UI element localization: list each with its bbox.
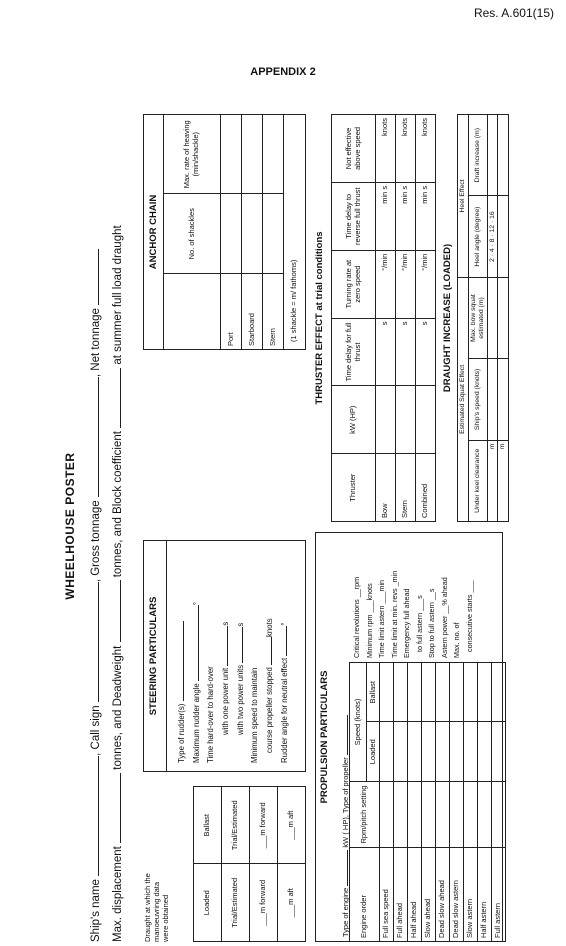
speed-cell[interactable] xyxy=(396,115,416,183)
ballast-cell[interactable] xyxy=(450,663,464,723)
min-speed-label: Minimum speed to maintain xyxy=(250,667,259,763)
s-unit: s xyxy=(420,321,430,326)
s-unit: s xyxy=(380,321,390,326)
ballast-cell[interactable] xyxy=(380,663,394,723)
knots-unit: knots xyxy=(420,118,430,136)
ukc-cell[interactable] xyxy=(498,440,509,521)
thruster-row-bow: Bow xyxy=(376,454,396,522)
draught-increase-title: DRAUGHT INCREASE (LOADED) xyxy=(442,243,453,393)
engine-type-field[interactable] xyxy=(338,850,348,886)
reverse-cell[interactable] xyxy=(396,182,416,250)
turning-col-header: Turning rate at zero speed xyxy=(332,250,376,318)
resolution-ref: Res. A.601(15) xyxy=(473,6,554,20)
heel-angle-header: Heel angle (degree) xyxy=(469,196,488,277)
draft-increase-cell[interactable] xyxy=(487,115,498,196)
max-starts-label-2: consecutive starts xyxy=(464,594,474,652)
ships-name-field[interactable] xyxy=(89,756,99,876)
min-unit: min xyxy=(380,191,390,204)
deg-min-unit: °/min xyxy=(400,253,410,271)
propeller-type-field[interactable] xyxy=(338,715,348,755)
particulars-line-1: Ship's name , Call sign , Gross tonnage , Net tonnage xyxy=(89,249,102,942)
stern-shackles-cell[interactable] xyxy=(263,194,284,274)
rpm-cell[interactable] xyxy=(380,782,394,848)
draught-loaded-aft[interactable]: ___m aft xyxy=(278,864,306,942)
one-unit-label: with one power unit xyxy=(221,667,230,735)
s-unit: s xyxy=(400,185,410,190)
heel-angle-2: 2 xyxy=(488,258,496,262)
anchor-row-starboard: Starboard xyxy=(242,274,263,350)
not-effective-col-header: Not effective above speed xyxy=(332,115,376,183)
stop-full-astern-label: Stop to full astern xyxy=(427,602,436,658)
steering-particulars-box xyxy=(143,540,306,772)
draught-ballast-aft[interactable]: ___m aft xyxy=(278,787,306,865)
anchor-corner xyxy=(164,274,221,350)
anchor-row-port: Port xyxy=(221,274,242,350)
deg-unit: ° xyxy=(192,601,201,606)
rpm-cell[interactable] xyxy=(492,782,506,848)
ukc-header: Under keel clearance xyxy=(469,440,488,521)
ballast-cell[interactable] xyxy=(394,663,408,723)
propulsion-title: PROPULSION PARTICULARS xyxy=(319,670,330,804)
order-slow-ahead: Slow ahead xyxy=(422,848,436,942)
summer-draught-label: at summer full load draught xyxy=(112,225,124,365)
min-speed-label-2: course propeller stopped xyxy=(265,667,274,753)
speed-cell[interactable] xyxy=(416,115,436,183)
heel-cell[interactable] xyxy=(498,196,509,277)
loaded-cell[interactable] xyxy=(436,722,450,782)
squat-cell[interactable] xyxy=(487,277,498,358)
thruster-col-header: Thruster xyxy=(332,454,376,522)
pct-ahead-unit: % ahead xyxy=(439,577,449,606)
rpm-unit: rpm xyxy=(352,576,361,590)
min-unit: min xyxy=(389,570,399,583)
knots-unit: knots xyxy=(265,618,274,637)
reverse-cell[interactable] xyxy=(416,182,436,250)
min-unit: min xyxy=(400,191,410,204)
max-starts-label: Max. no. of xyxy=(452,622,461,658)
hard-over-label: Time hard-over to hard-over xyxy=(206,666,215,763)
order-full-astern: Full astern xyxy=(492,848,506,942)
loaded-cell[interactable] xyxy=(492,722,506,782)
draught-loaded-method: Trial/Estimated xyxy=(222,864,250,942)
heel-angle-16: 16 xyxy=(488,211,496,219)
rpm-cell[interactable] xyxy=(478,782,492,848)
bow-squat-header: Max. bow squat estimated (m) xyxy=(469,277,488,358)
loaded-cell[interactable] xyxy=(464,722,478,782)
propeller-type-label: Type of propeller xyxy=(341,757,350,814)
deg-unit: ° xyxy=(280,622,289,626)
thruster-row-stern: Stern xyxy=(396,454,416,522)
s-unit: s xyxy=(427,588,436,593)
speed-cell[interactable] xyxy=(487,359,498,440)
rpm-cell[interactable] xyxy=(394,782,408,848)
min-speed-field[interactable] xyxy=(262,637,272,665)
delay-cell[interactable] xyxy=(416,318,436,386)
reverse-cell[interactable] xyxy=(376,182,396,250)
draft-increase-cell[interactable] xyxy=(498,115,509,196)
kw-cell[interactable] xyxy=(416,386,436,454)
ukc-cell[interactable] xyxy=(487,440,498,521)
anchor-chain-table xyxy=(163,114,284,350)
port-shackles-cell[interactable] xyxy=(221,194,242,274)
ballast-cell[interactable] xyxy=(436,663,450,723)
order-half-astern: Half astern xyxy=(478,848,492,942)
min-unit: min xyxy=(420,191,430,204)
rpm-pitch-header: Rpm/pitch setting xyxy=(350,782,380,848)
max-rudder-angle-label: Maximum rudder angle xyxy=(192,683,201,763)
steering-title: STEERING PARTICULARS xyxy=(148,596,159,716)
thruster-title-area xyxy=(313,114,329,522)
time-limit-min-revs-label: Time limit at min. revs xyxy=(389,588,399,658)
turning-cell[interactable] xyxy=(376,250,396,318)
max-displacement-field[interactable] xyxy=(111,773,121,843)
anchor-title: ANCHOR CHAIN xyxy=(148,194,159,270)
order-dead-slow-ahead: Dead slow ahead xyxy=(436,848,450,942)
appendix-title: APPENDIX 2 xyxy=(250,66,316,78)
rpm-cell[interactable] xyxy=(408,782,422,848)
draught-loaded-forward[interactable]: ___m forward xyxy=(250,864,278,942)
deadweight-label: tonnes, and Deadweight xyxy=(112,645,124,770)
min-rpm-label: Minimum rpm xyxy=(364,614,374,658)
draught-ballast-forward[interactable]: ___m forward xyxy=(250,787,278,865)
speed-cell[interactable] xyxy=(498,359,509,440)
delay-cell[interactable] xyxy=(396,318,416,386)
thruster-table xyxy=(331,114,436,522)
heel-angle-12: 12 xyxy=(488,224,496,233)
block-coefficient-label: tonnes, and Block coefficient xyxy=(112,431,124,578)
ships-name-label: Ship's name xyxy=(90,879,102,942)
engine-order-header: Engine order xyxy=(350,848,380,942)
delay-cell[interactable] xyxy=(376,318,396,386)
ballast-header: Ballast xyxy=(367,663,380,723)
rpm-cell[interactable] xyxy=(464,782,478,848)
knots-unit: knots xyxy=(400,118,410,136)
fwd-label: m forward xyxy=(258,879,268,914)
wheelhouse-poster-form xyxy=(63,106,507,946)
ship-speed-header: Ship's speed (knots) xyxy=(469,359,488,440)
poster-title: WHEELHOUSE POSTER xyxy=(63,452,77,600)
draught-ballast-header: Ballast xyxy=(194,787,222,865)
draught-increase-title-area xyxy=(441,114,457,522)
two-units-field[interactable] xyxy=(233,627,243,663)
heel-angle-8: 8 xyxy=(488,238,496,243)
knots-unit: knots xyxy=(364,583,374,601)
gross-tonnage-label: Gross tonnage xyxy=(90,500,102,576)
kw-col-header: kW (HP) xyxy=(332,386,376,454)
call-sign-field[interactable] xyxy=(89,582,99,702)
engine-limits: Critical revolutions __rpm Minimum rpm ___knots Time limit astern ___min Time limit at min. revs _min Emergency full ahead to full astern ___s Stop to full astern __s Astern power __% ahead Max. no. of consecutive starts ___ xyxy=(351,534,476,658)
draught-loaded-header: Loaded xyxy=(194,864,222,942)
rudder-type-label: Type of rudder(s) xyxy=(177,703,186,763)
order-slow-astern: Slow astern xyxy=(464,848,478,942)
anchor-row-stern: Stern xyxy=(263,274,284,350)
order-dead-slow-astern: Dead slow astern xyxy=(450,848,464,942)
ballast-cell[interactable] xyxy=(492,663,506,723)
speed-cell[interactable] xyxy=(376,115,396,183)
s-unit: s xyxy=(400,321,410,326)
stbd-shackles-cell[interactable] xyxy=(242,194,263,274)
net-tonnage-label: Net tonnage xyxy=(90,308,102,371)
block-coefficient-field[interactable] xyxy=(111,368,121,428)
ballast-cell[interactable] xyxy=(422,663,436,723)
stern-heaving-cell[interactable] xyxy=(263,115,284,195)
port-heaving-cell[interactable] xyxy=(221,115,242,195)
ballast-cell[interactable] xyxy=(408,663,422,723)
draught-increase-table xyxy=(457,114,509,522)
rpm-cell[interactable] xyxy=(422,782,436,848)
heel-header: Heel Effect xyxy=(458,115,469,278)
order-full-ahead: Full ahead xyxy=(394,848,408,942)
call-sign-label: Call sign xyxy=(90,705,102,750)
turning-cell[interactable] xyxy=(396,250,416,318)
draught-heading: Draught at which the manoeuvring data were obtained xyxy=(143,873,170,942)
rpm-cell[interactable] xyxy=(450,782,464,848)
loaded-cell[interactable] xyxy=(422,722,436,782)
deadweight-field[interactable] xyxy=(111,580,121,642)
speed-header: Speed (knots) xyxy=(350,663,367,782)
engine-order-table xyxy=(349,662,506,942)
loaded-cell[interactable] xyxy=(408,722,422,782)
heel-angles-cell: 2 · 4 · 8 · 12 · 16 xyxy=(487,196,498,277)
stbd-heaving-cell[interactable] xyxy=(242,115,263,195)
s-unit: s xyxy=(420,185,430,190)
s-unit: s xyxy=(414,595,424,599)
emergency-label-2: to full astern xyxy=(414,612,424,652)
gross-tonnage-field[interactable] xyxy=(89,377,99,497)
steering-divider xyxy=(166,541,167,771)
loaded-cell[interactable] xyxy=(394,722,408,782)
shackles-header: No. of shackles xyxy=(164,194,221,274)
order-full-sea: Full sea speed xyxy=(380,848,394,942)
m-unit: m xyxy=(488,443,496,450)
kw-cell[interactable] xyxy=(396,386,416,454)
particulars-line-2 xyxy=(111,225,124,942)
heaving-header: Max. rate of heaving (min/shackle) xyxy=(164,115,221,195)
thruster-row-combined: Combined xyxy=(416,454,436,522)
emergency-label: Emergency full ahead xyxy=(402,588,411,658)
shackle-footnote: (1 shackle = m/ fathoms) xyxy=(289,259,298,342)
thruster-title: THRUSTER EFFECT at trial conditions xyxy=(314,231,325,405)
ballast-cell[interactable] xyxy=(464,663,478,723)
steering-lines xyxy=(174,602,292,763)
max-rudder-angle-field[interactable] xyxy=(189,605,199,681)
s-unit: s xyxy=(380,185,390,190)
draught-table xyxy=(193,786,306,942)
m-unit: m xyxy=(499,443,507,450)
knots-unit: knots xyxy=(380,118,390,136)
astern-power-label: Astern power xyxy=(439,615,449,658)
neutral-angle-label: Rudder angle for neutral effect xyxy=(280,657,289,763)
time-limit-astern-label: Time limit astern xyxy=(377,605,386,658)
one-unit-field[interactable] xyxy=(218,626,228,666)
s-unit: s xyxy=(221,621,230,626)
loaded-header: Loaded xyxy=(367,722,380,782)
deg-min-unit: °/min xyxy=(420,253,430,271)
two-units-label: with two power units xyxy=(236,664,245,735)
net-tonnage-field[interactable] xyxy=(89,249,99,305)
loaded-cell[interactable] xyxy=(450,722,464,782)
order-half-ahead: Half ahead xyxy=(408,848,422,942)
min-unit: min xyxy=(377,579,386,592)
fwd-label: m forward xyxy=(258,802,268,836)
s-unit: s xyxy=(236,622,245,627)
loaded-cell[interactable] xyxy=(478,722,492,782)
kw-cell[interactable] xyxy=(376,386,396,454)
critical-revs-label: Critical revolutions xyxy=(352,599,361,658)
squat-header: Estimated Squat Effect xyxy=(458,277,469,521)
reverse-col-header: Time delay to reverse full thrust xyxy=(332,182,376,250)
draft-increase-header: Draft increase (m) xyxy=(469,115,488,196)
loaded-cell[interactable] xyxy=(380,722,394,782)
draught-ballast-method: Trial/Estimated xyxy=(222,787,250,865)
aft-label: m aft xyxy=(286,810,296,828)
rudder-type-field[interactable] xyxy=(174,621,184,701)
aft-label: m aft xyxy=(286,888,296,905)
delay-col-header: Time delay for full thrust xyxy=(332,318,376,386)
engine-type-label: Type of engine xyxy=(341,887,350,937)
heel-angle-4: 4 xyxy=(488,248,496,253)
turning-cell[interactable] xyxy=(416,250,436,318)
max-displacement-label: Max. displacement xyxy=(112,846,124,942)
ballast-cell[interactable] xyxy=(478,663,492,723)
deg-min-unit: °/min xyxy=(380,253,390,271)
neutral-angle-field[interactable] xyxy=(277,626,287,656)
squat-cell[interactable] xyxy=(498,277,509,358)
rpm-cell[interactable] xyxy=(436,782,450,848)
kw-hp-label: kW ( HP), xyxy=(341,815,350,848)
